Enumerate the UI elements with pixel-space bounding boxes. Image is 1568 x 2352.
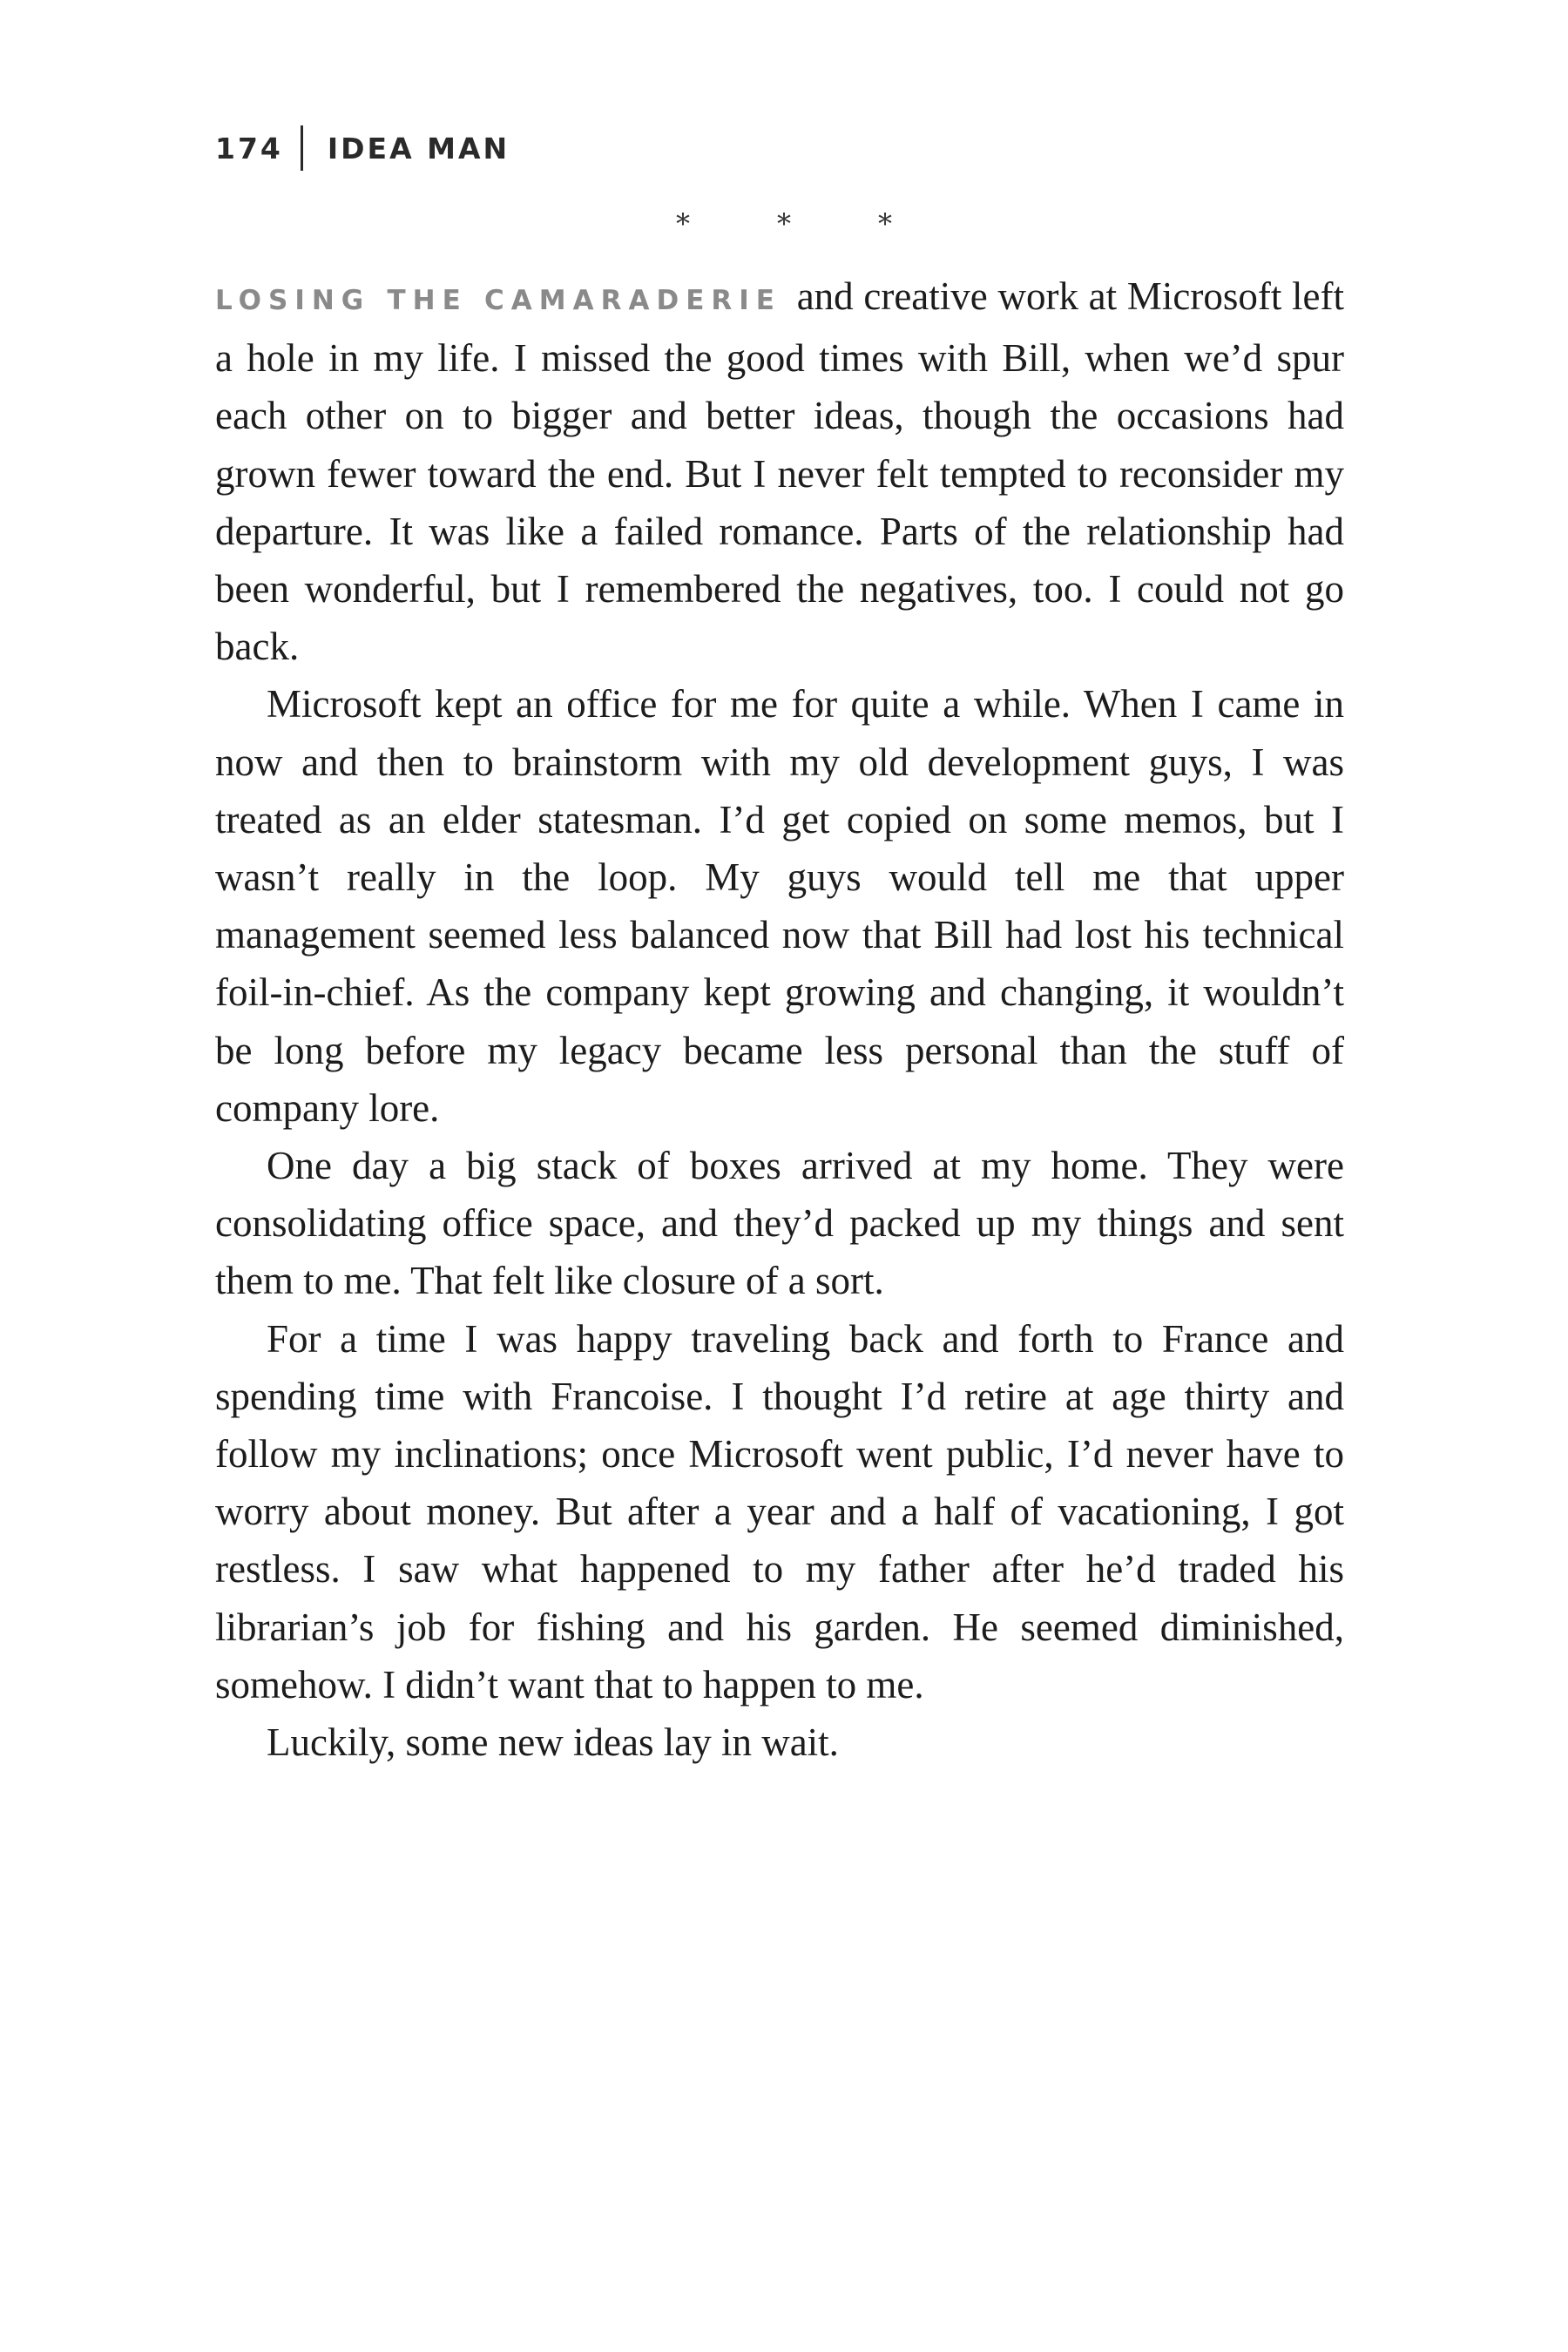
paragraph (215, 267, 1344, 675)
header-divider (301, 125, 303, 171)
page-number: 174 (215, 131, 283, 166)
paragraph-text: and creative work at Microsoft left a hole in my life. I missed the good times with Bill, when we’d spur each other on to bigger and better ideas, though the occasions had grown fewer toward the end. But I never felt tempted to reconsider my departure. It was like a failed romance. Parts of the relationship had been wonderful, but I remembered the negatives, too. I could not go back. (215, 274, 1344, 669)
section-lead-in: LOSING THE CAMARADERIE (215, 285, 781, 316)
ornament-asterisk: * (878, 207, 892, 240)
paragraph: One day a big stack of boxes arrived at my home. They were consolidating office space, and they’d packed up my things and sent them to me. That felt like closure of a sort. (215, 1144, 1344, 1303)
paragraph: Luckily, some new ideas lay in wait. (267, 1720, 839, 1765)
book-title: IDEA MAN (327, 131, 510, 166)
ornament-asterisk: * (777, 207, 791, 240)
section-break-ornament (0, 207, 1568, 240)
paragraph: For a time I was happy traveling back and forth to France and spending time with Francoise. I thought I’d retire at age thirty and follow my inclinations; once Microsoft went public, I’d never have to worry about money. But after a year and a half of vacationing, I got restless. I saw what happened to my father after he’d traded his librarian’s job for fishing and his garden. He seemed diminished, somehow. I didn’t want that to happen to me. (215, 1316, 1344, 1707)
body-text (215, 267, 1344, 1771)
paragraph: Microsoft kept an office for me for quite a while. When I came in now and then to brainstorm with my old development guys, I was treated as an elder statesman. I’d get copied on some memos, but I wasn’t really in the loop. My guys would tell me that upper management seemed less balanced now that Bill had lost his technical foil-in-chief. As the company kept growing and changing, it wouldn’t be long before my legacy became less personal than the stuff of company lore. (215, 682, 1344, 1130)
running-head (215, 124, 510, 172)
ornament-asterisk: * (676, 207, 690, 240)
